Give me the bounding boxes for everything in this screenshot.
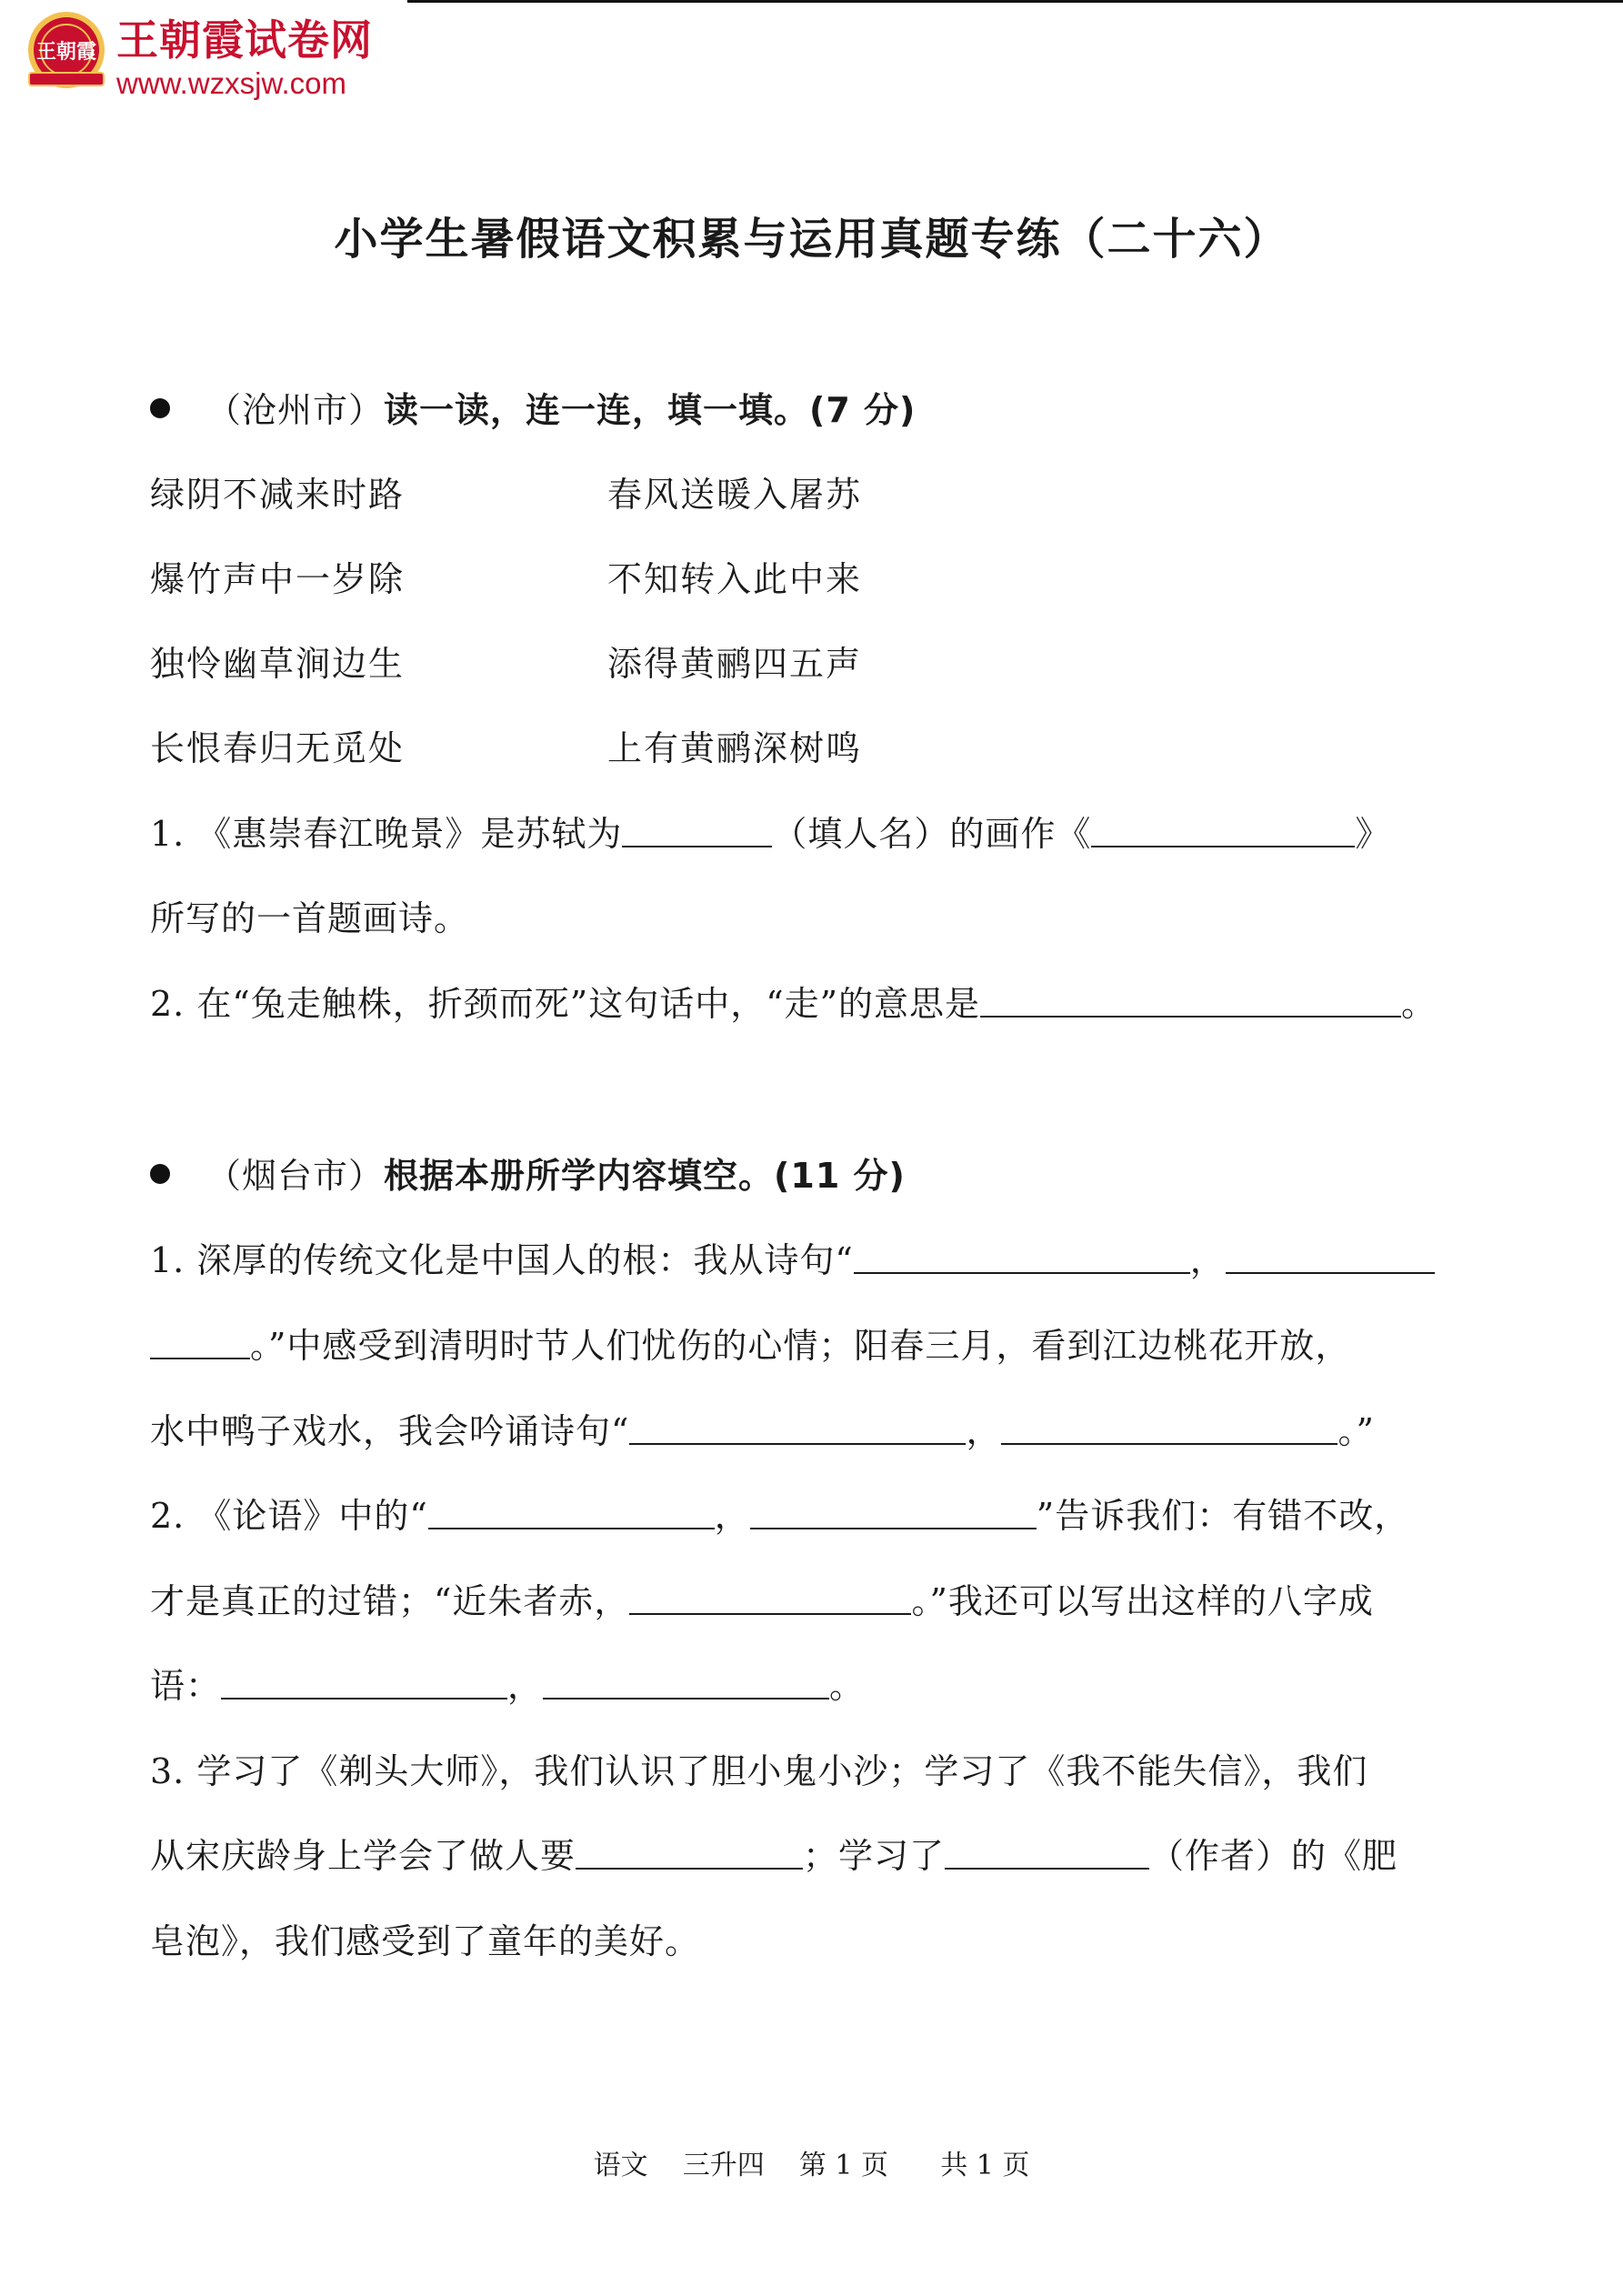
- section2-heading: [150, 1153, 906, 1198]
- s2-q2-text-d: 。”我还可以写出这样的八字成: [911, 1581, 1374, 1621]
- top-rule: [407, 0, 1623, 3]
- answer-blank[interactable]: [629, 1582, 911, 1615]
- comma: ，: [507, 1666, 544, 1706]
- s2-q3-text-d: （作者）的《肥: [1149, 1836, 1398, 1876]
- section2-source: （烟台市）: [206, 1156, 385, 1196]
- s1-q1-text-c: 》: [1355, 814, 1391, 854]
- answer-blank[interactable]: [750, 1497, 1037, 1529]
- answer-blank[interactable]: [945, 1837, 1149, 1870]
- poem-right-4: 上有黄鹂深树鸣: [607, 728, 863, 768]
- poem-left-3: 独怜幽草涧边生: [150, 644, 406, 684]
- s2-question-2-cont: [150, 1579, 1374, 1624]
- s2-q1-text-b: 。”中感受到清明时节人们忧伤的心情；阳春三月，看到江边桃花开放，: [250, 1326, 1351, 1366]
- brand-url[interactable]: www.wzxsjw.com: [116, 66, 347, 100]
- s2-question-3-cont: [150, 1833, 1398, 1879]
- poem-left-4: 长恨春归无觅处: [150, 728, 406, 768]
- s1-q2-text-b: 。: [1401, 984, 1438, 1024]
- s2-question-1: [150, 1238, 1435, 1283]
- s2-question-3: 3. 学习了《剃头大师》，我们认识了胆小鬼小沙；学习了《我不能失信》，我们: [150, 1751, 1368, 1791]
- answer-blank[interactable]: [1091, 815, 1355, 847]
- bullet-icon: [150, 1164, 170, 1184]
- s1-question-1: [150, 811, 1390, 857]
- answer-blank[interactable]: [629, 1412, 966, 1445]
- s2-q1-text-a: 1. 深厚的传统文化是中国人的根：我从诗句“: [150, 1240, 854, 1280]
- poem-right-2: 不知转入此中来: [607, 559, 863, 599]
- s2-q3-text-b: 从宋庆龄身上学会了做人要: [150, 1836, 576, 1876]
- answer-blank[interactable]: [1001, 1412, 1337, 1445]
- s1-q1-text-a: 1. 《惠崇春江晚景》是苏轼为: [150, 814, 623, 854]
- answer-blank[interactable]: [543, 1667, 829, 1699]
- poem-right-1: 春风送暖入屠苏: [607, 475, 863, 515]
- s2-q1-text-c: 水中鸭子戏水，我会吟诵诗句“: [150, 1411, 630, 1451]
- brand-name: 王朝霞试卷网: [116, 15, 373, 65]
- answer-blank[interactable]: [854, 1241, 1190, 1274]
- s2-question-3-cont2: 皂泡》，我们感受到了童年的美好。: [150, 1921, 701, 1961]
- poem-right-3: 添得黄鹂四五声: [607, 644, 863, 684]
- s2-q2-text-c: 才是真正的过错；“近朱者赤，: [150, 1581, 630, 1621]
- answer-blank[interactable]: [150, 1327, 250, 1359]
- answer-blank[interactable]: [428, 1497, 715, 1529]
- period: 。: [829, 1666, 866, 1706]
- section1-heading: [150, 387, 916, 433]
- s1-q1-text-b: （填人名）的画作《: [772, 814, 1092, 854]
- s1-question-2: [150, 981, 1437, 1027]
- answer-blank[interactable]: [1226, 1241, 1435, 1274]
- s2-q2-text-a: 2. 《论语》中的“: [150, 1496, 428, 1536]
- s2-q3-text-c: ；学习了: [803, 1836, 946, 1876]
- page-footer: 语文 三升四 第 1 页 共 1 页: [593, 2150, 1030, 2181]
- comma: ，: [1189, 1240, 1226, 1280]
- seal-text: 王朝霞: [35, 41, 97, 64]
- page-title: 小学生暑假语文积累与运用真题专练（二十六）: [334, 214, 1289, 265]
- s2-q2-text-e: 语：: [150, 1666, 222, 1706]
- comma: ，: [966, 1411, 1002, 1451]
- poem-left-2: 爆竹声中一岁除: [150, 559, 406, 599]
- s1-question-1-cont: 所写的一首题画诗。: [150, 898, 470, 938]
- brand-logo[interactable]: [25, 7, 407, 107]
- answer-blank[interactable]: [221, 1667, 507, 1699]
- s1-q2-text-a: 2. 在“兔走触株，折颈而死”这句话中，“走”的意思是: [150, 984, 981, 1024]
- comma: ，: [714, 1496, 750, 1536]
- section2-instruction: 根据本册所学内容填空。(11 分): [384, 1156, 906, 1196]
- section1-instruction: 读一读，连一连，填一填。(7 分): [384, 390, 917, 430]
- answer-blank[interactable]: [980, 985, 1401, 1018]
- answer-blank[interactable]: [622, 815, 772, 847]
- s2-q2-text-b: ”告诉我们：有错不改，: [1036, 1496, 1410, 1536]
- s2-question-1-cont: [150, 1323, 1350, 1369]
- s2-question-2: [150, 1493, 1409, 1539]
- answer-blank[interactable]: [576, 1837, 803, 1870]
- s2-question-2-cont2: [150, 1663, 865, 1709]
- poem-left-1: 绿阴不减来时路: [150, 475, 406, 515]
- seal-icon: [25, 9, 107, 91]
- s2-q1-text-d: 。”: [1337, 1411, 1375, 1451]
- bullet-icon: [150, 398, 170, 418]
- s2-question-1-cont2: [150, 1409, 1375, 1454]
- section1-source: （沧州市）: [206, 390, 385, 430]
